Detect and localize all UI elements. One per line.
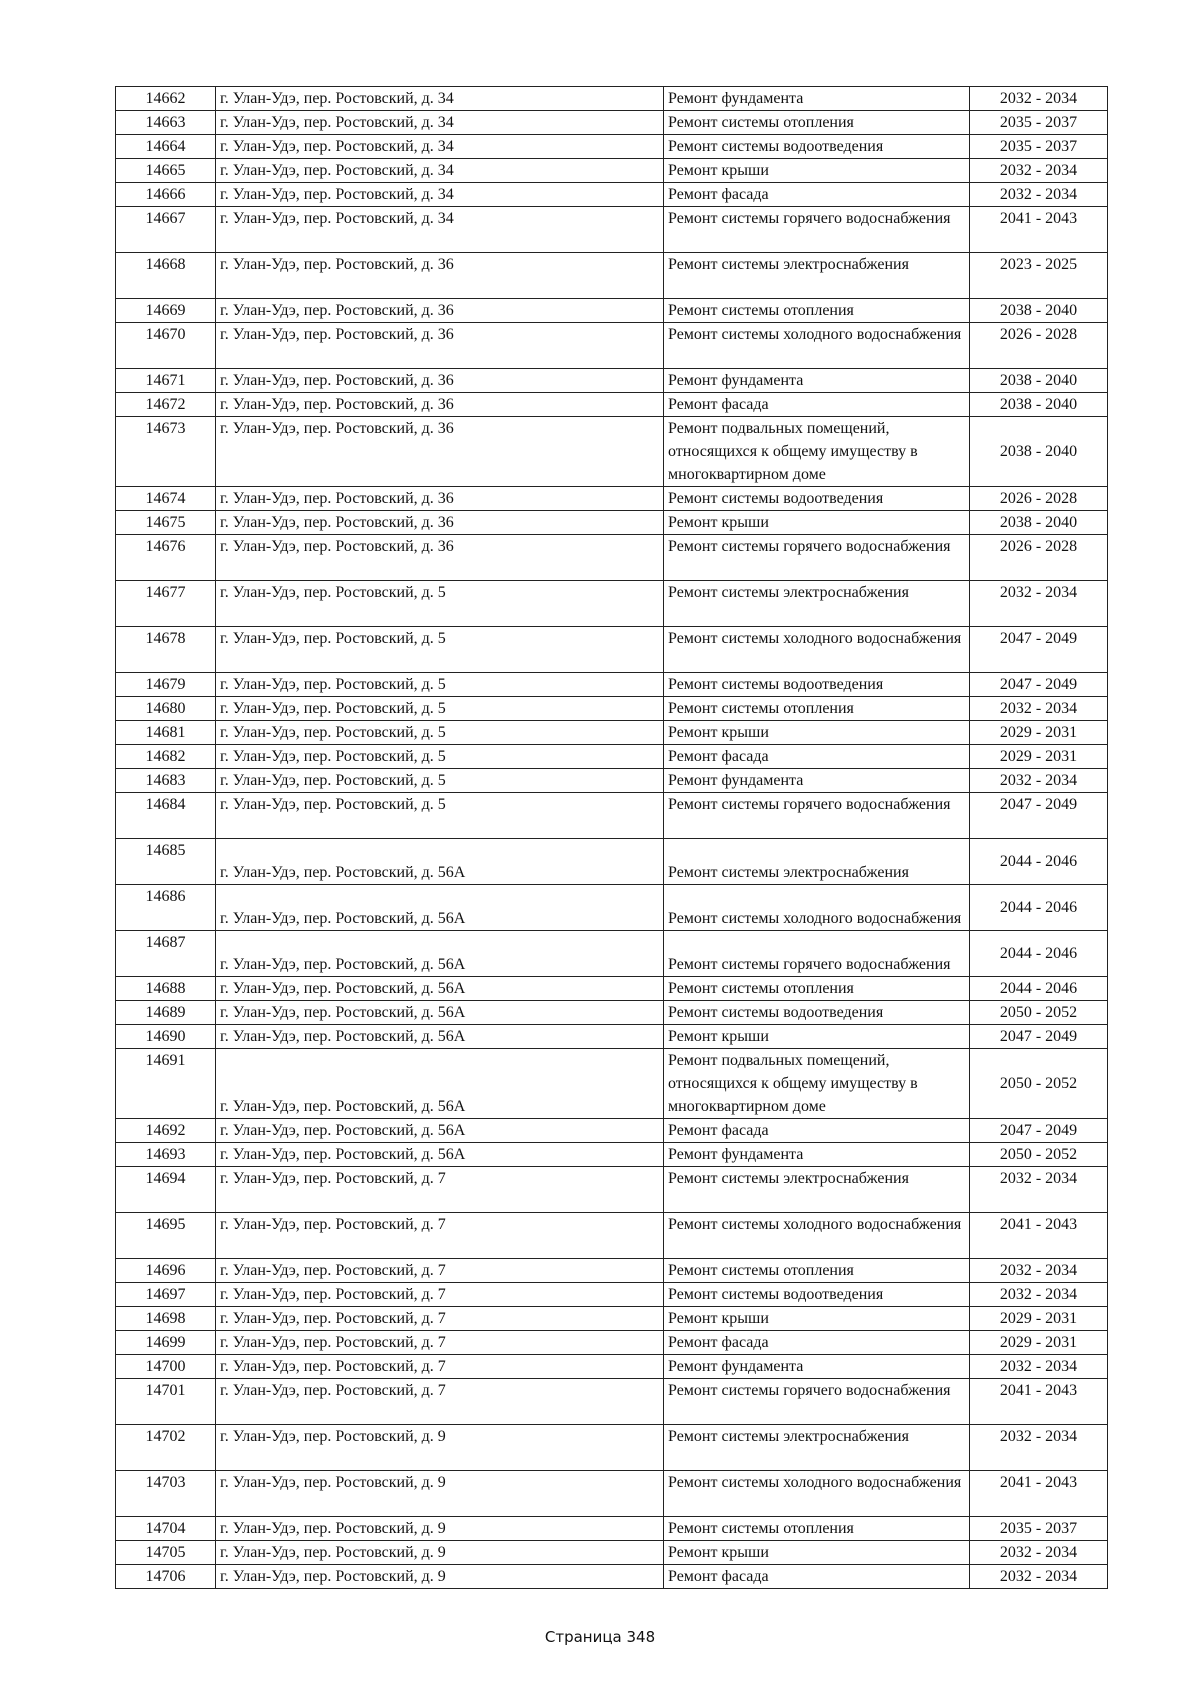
row-number-cell: 14700 xyxy=(116,1355,216,1379)
table-row xyxy=(116,839,1108,885)
work-type-cell: Ремонт крыши xyxy=(664,159,970,183)
row-number-cell: 14664 xyxy=(116,135,216,159)
address-cell: г. Улан-Удэ, пер. Ростовский, д. 56А xyxy=(216,885,664,931)
table-row xyxy=(116,977,1108,1001)
work-type-cell: Ремонт системы водоотведения xyxy=(664,673,970,697)
address-cell: г. Улан-Удэ, пер. Ростовский, д. 36 xyxy=(216,253,664,299)
work-type-cell: Ремонт системы холодного водоснабжения xyxy=(664,323,970,369)
work-type-cell: Ремонт крыши xyxy=(664,511,970,535)
period-cell: 2032 - 2034 xyxy=(970,697,1108,721)
table-row xyxy=(116,417,1108,487)
address-cell: г. Улан-Удэ, пер. Ростовский, д. 7 xyxy=(216,1379,664,1425)
table-row xyxy=(116,745,1108,769)
work-type-cell: Ремонт крыши xyxy=(664,1025,970,1049)
row-number-cell: 14681 xyxy=(116,721,216,745)
row-number-cell: 14680 xyxy=(116,697,216,721)
address-cell: г. Улан-Удэ, пер. Ростовский, д. 9 xyxy=(216,1517,664,1541)
table-row xyxy=(116,535,1108,581)
row-number-cell: 14674 xyxy=(116,487,216,511)
table-row xyxy=(116,511,1108,535)
address-cell: г. Улан-Удэ, пер. Ростовский, д. 5 xyxy=(216,581,664,627)
table-row xyxy=(116,769,1108,793)
work-type-cell: Ремонт системы электроснабжения xyxy=(664,1425,970,1471)
address-cell: г. Улан-Удэ, пер. Ростовский, д. 34 xyxy=(216,183,664,207)
period-cell: 2032 - 2034 xyxy=(970,87,1108,111)
work-type-cell: Ремонт фасада xyxy=(664,745,970,769)
row-number-cell: 14672 xyxy=(116,393,216,417)
work-type-cell: Ремонт фундамента xyxy=(664,369,970,393)
address-cell: г. Улан-Удэ, пер. Ростовский, д. 56А xyxy=(216,1143,664,1167)
address-cell: г. Улан-Удэ, пер. Ростовский, д. 36 xyxy=(216,369,664,393)
work-type-cell: Ремонт системы электроснабжения xyxy=(664,839,970,885)
period-cell: 2032 - 2034 xyxy=(970,769,1108,793)
address-cell: г. Улан-Удэ, пер. Ростовский, д. 7 xyxy=(216,1259,664,1283)
period-cell: 2038 - 2040 xyxy=(970,299,1108,323)
work-type-cell: Ремонт системы холодного водоснабжения xyxy=(664,1213,970,1259)
period-cell: 2032 - 2034 xyxy=(970,1425,1108,1471)
address-cell: г. Улан-Удэ, пер. Ростовский, д. 36 xyxy=(216,323,664,369)
row-number-cell: 14671 xyxy=(116,369,216,393)
table-row xyxy=(116,1143,1108,1167)
table-row xyxy=(116,299,1108,323)
work-type-cell: Ремонт крыши xyxy=(664,1307,970,1331)
row-number-cell: 14665 xyxy=(116,159,216,183)
table-row xyxy=(116,1355,1108,1379)
period-cell: 2029 - 2031 xyxy=(970,745,1108,769)
work-type-cell: Ремонт подвальных помещений, относящихся к общему имуществу в многоквартирном доме xyxy=(664,417,970,487)
address-cell: г. Улан-Удэ, пер. Ростовский, д. 36 xyxy=(216,299,664,323)
row-number-cell: 14668 xyxy=(116,253,216,299)
work-type-cell: Ремонт системы горячего водоснабжения xyxy=(664,207,970,253)
row-number-cell: 14694 xyxy=(116,1167,216,1213)
address-cell: г. Улан-Удэ, пер. Ростовский, д. 36 xyxy=(216,535,664,581)
table-row xyxy=(116,207,1108,253)
table-row xyxy=(116,1471,1108,1517)
period-cell: 2041 - 2043 xyxy=(970,1213,1108,1259)
address-cell: г. Улан-Удэ, пер. Ростовский, д. 56А xyxy=(216,839,664,885)
work-type-cell: Ремонт системы горячего водоснабжения xyxy=(664,535,970,581)
table-row xyxy=(116,581,1108,627)
period-cell: 2047 - 2049 xyxy=(970,1119,1108,1143)
address-cell: г. Улан-Удэ, пер. Ростовский, д. 5 xyxy=(216,745,664,769)
work-type-cell: Ремонт системы электроснабжения xyxy=(664,581,970,627)
period-cell: 2032 - 2034 xyxy=(970,159,1108,183)
table-row xyxy=(116,673,1108,697)
address-cell: г. Улан-Удэ, пер. Ростовский, д. 56А xyxy=(216,1049,664,1119)
row-number-cell: 14677 xyxy=(116,581,216,627)
work-type-cell: Ремонт системы водоотведения xyxy=(664,1283,970,1307)
work-type-cell: Ремонт системы горячего водоснабжения xyxy=(664,931,970,977)
address-cell: г. Улан-Удэ, пер. Ростовский, д. 56А xyxy=(216,1001,664,1025)
row-number-cell: 14678 xyxy=(116,627,216,673)
work-type-cell: Ремонт системы холодного водоснабжения xyxy=(664,627,970,673)
period-cell: 2026 - 2028 xyxy=(970,323,1108,369)
row-number-cell: 14687 xyxy=(116,931,216,977)
table-row xyxy=(116,253,1108,299)
period-cell: 2047 - 2049 xyxy=(970,1025,1108,1049)
address-cell: г. Улан-Удэ, пер. Ростовский, д. 34 xyxy=(216,111,664,135)
work-type-cell: Ремонт фасада xyxy=(664,393,970,417)
row-number-cell: 14696 xyxy=(116,1259,216,1283)
period-cell: 2026 - 2028 xyxy=(970,535,1108,581)
row-number-cell: 14666 xyxy=(116,183,216,207)
work-type-cell: Ремонт системы электроснабжения xyxy=(664,1167,970,1213)
work-type-cell: Ремонт фасада xyxy=(664,183,970,207)
work-type-cell: Ремонт крыши xyxy=(664,721,970,745)
row-number-cell: 14704 xyxy=(116,1517,216,1541)
period-cell: 2041 - 2043 xyxy=(970,1379,1108,1425)
work-type-cell: Ремонт фундамента xyxy=(664,769,970,793)
work-type-cell: Ремонт системы отопления xyxy=(664,977,970,1001)
address-cell: г. Улан-Удэ, пер. Ростовский, д. 7 xyxy=(216,1167,664,1213)
row-number-cell: 14686 xyxy=(116,885,216,931)
address-cell: г. Улан-Удэ, пер. Ростовский, д. 7 xyxy=(216,1213,664,1259)
address-cell: г. Улан-Удэ, пер. Ростовский, д. 9 xyxy=(216,1471,664,1517)
table-row xyxy=(116,1517,1108,1541)
table-body xyxy=(116,87,1108,1589)
row-number-cell: 14676 xyxy=(116,535,216,581)
row-number-cell: 14691 xyxy=(116,1049,216,1119)
work-type-cell: Ремонт системы отопления xyxy=(664,111,970,135)
period-cell: 2044 - 2046 xyxy=(970,885,1108,931)
work-type-cell: Ремонт системы электроснабжения xyxy=(664,253,970,299)
period-cell: 2032 - 2034 xyxy=(970,1259,1108,1283)
row-number-cell: 14685 xyxy=(116,839,216,885)
work-type-cell: Ремонт системы водоотведения xyxy=(664,487,970,511)
table-row xyxy=(116,487,1108,511)
table-row xyxy=(116,1119,1108,1143)
table-row xyxy=(116,183,1108,207)
table-row xyxy=(116,697,1108,721)
address-cell: г. Улан-Удэ, пер. Ростовский, д. 7 xyxy=(216,1283,664,1307)
row-number-cell: 14698 xyxy=(116,1307,216,1331)
work-type-cell: Ремонт крыши xyxy=(664,1541,970,1565)
work-type-cell: Ремонт фундамента xyxy=(664,1355,970,1379)
address-cell: г. Улан-Удэ, пер. Ростовский, д. 34 xyxy=(216,135,664,159)
address-cell: г. Улан-Удэ, пер. Ростовский, д. 7 xyxy=(216,1331,664,1355)
table-row xyxy=(116,931,1108,977)
period-cell: 2050 - 2052 xyxy=(970,1049,1108,1119)
address-cell: г. Улан-Удэ, пер. Ростовский, д. 56А xyxy=(216,931,664,977)
period-cell: 2041 - 2043 xyxy=(970,1471,1108,1517)
table-row xyxy=(116,1259,1108,1283)
address-cell: г. Улан-Удэ, пер. Ростовский, д. 5 xyxy=(216,793,664,839)
period-cell: 2035 - 2037 xyxy=(970,1517,1108,1541)
period-cell: 2029 - 2031 xyxy=(970,721,1108,745)
address-cell: г. Улан-Удэ, пер. Ростовский, д. 7 xyxy=(216,1307,664,1331)
table-row xyxy=(116,111,1108,135)
address-cell: г. Улан-Удэ, пер. Ростовский, д. 36 xyxy=(216,417,664,487)
work-type-cell: Ремонт системы отопления xyxy=(664,697,970,721)
row-number-cell: 14695 xyxy=(116,1213,216,1259)
table-row xyxy=(116,1379,1108,1425)
row-number-cell: 14690 xyxy=(116,1025,216,1049)
work-type-cell: Ремонт системы холодного водоснабжения xyxy=(664,885,970,931)
address-cell: г. Улан-Удэ, пер. Ростовский, д. 5 xyxy=(216,721,664,745)
work-type-cell: Ремонт системы отопления xyxy=(664,1259,970,1283)
address-cell: г. Улан-Удэ, пер. Ростовский, д. 36 xyxy=(216,487,664,511)
row-number-cell: 14701 xyxy=(116,1379,216,1425)
row-number-cell: 14688 xyxy=(116,977,216,1001)
row-number-cell: 14670 xyxy=(116,323,216,369)
work-type-cell: Ремонт системы отопления xyxy=(664,299,970,323)
row-number-cell: 14693 xyxy=(116,1143,216,1167)
row-number-cell: 14675 xyxy=(116,511,216,535)
period-cell: 2035 - 2037 xyxy=(970,111,1108,135)
table-row xyxy=(116,369,1108,393)
work-type-cell: Ремонт фундамента xyxy=(664,1143,970,1167)
address-cell: г. Улан-Удэ, пер. Ростовский, д. 36 xyxy=(216,393,664,417)
table-row xyxy=(116,793,1108,839)
repair-schedule-table xyxy=(115,86,1108,1589)
period-cell: 2044 - 2046 xyxy=(970,977,1108,1001)
address-cell: г. Улан-Удэ, пер. Ростовский, д. 34 xyxy=(216,159,664,183)
table-row xyxy=(116,1049,1108,1119)
table-row xyxy=(116,1001,1108,1025)
table-row xyxy=(116,393,1108,417)
period-cell: 2038 - 2040 xyxy=(970,393,1108,417)
period-cell: 2038 - 2040 xyxy=(970,511,1108,535)
row-number-cell: 14692 xyxy=(116,1119,216,1143)
row-number-cell: 14682 xyxy=(116,745,216,769)
row-number-cell: 14703 xyxy=(116,1471,216,1517)
address-cell: г. Улан-Удэ, пер. Ростовский, д. 56А xyxy=(216,977,664,1001)
table-row xyxy=(116,135,1108,159)
row-number-cell: 14706 xyxy=(116,1565,216,1589)
work-type-cell: Ремонт системы водоотведения xyxy=(664,1001,970,1025)
table-row xyxy=(116,1025,1108,1049)
table-row xyxy=(116,1331,1108,1355)
row-number-cell: 14662 xyxy=(116,87,216,111)
table-row xyxy=(116,627,1108,673)
row-number-cell: 14669 xyxy=(116,299,216,323)
address-cell: г. Улан-Удэ, пер. Ростовский, д. 56А xyxy=(216,1119,664,1143)
work-type-cell: Ремонт фундамента xyxy=(664,87,970,111)
work-type-cell: Ремонт фасада xyxy=(664,1565,970,1589)
work-type-cell: Ремонт фасада xyxy=(664,1331,970,1355)
period-cell: 2029 - 2031 xyxy=(970,1307,1108,1331)
period-cell: 2026 - 2028 xyxy=(970,487,1108,511)
work-type-cell: Ремонт системы горячего водоснабжения xyxy=(664,793,970,839)
row-number-cell: 14673 xyxy=(116,417,216,487)
work-type-cell: Ремонт системы водоотведения xyxy=(664,135,970,159)
address-cell: г. Улан-Удэ, пер. Ростовский, д. 5 xyxy=(216,673,664,697)
table-row xyxy=(116,159,1108,183)
row-number-cell: 14684 xyxy=(116,793,216,839)
table-row xyxy=(116,1565,1108,1589)
period-cell: 2032 - 2034 xyxy=(970,1355,1108,1379)
period-cell: 2032 - 2034 xyxy=(970,1565,1108,1589)
address-cell: г. Улан-Удэ, пер. Ростовский, д. 36 xyxy=(216,511,664,535)
period-cell: 2050 - 2052 xyxy=(970,1143,1108,1167)
row-number-cell: 14663 xyxy=(116,111,216,135)
row-number-cell: 14667 xyxy=(116,207,216,253)
period-cell: 2047 - 2049 xyxy=(970,673,1108,697)
work-type-cell: Ремонт фасада xyxy=(664,1119,970,1143)
address-cell: г. Улан-Удэ, пер. Ростовский, д. 7 xyxy=(216,1355,664,1379)
period-cell: 2035 - 2037 xyxy=(970,135,1108,159)
period-cell: 2029 - 2031 xyxy=(970,1331,1108,1355)
period-cell: 2044 - 2046 xyxy=(970,839,1108,885)
table-row xyxy=(116,1167,1108,1213)
table-row xyxy=(116,721,1108,745)
table-row xyxy=(116,1307,1108,1331)
period-cell: 2032 - 2034 xyxy=(970,183,1108,207)
work-type-cell: Ремонт системы горячего водоснабжения xyxy=(664,1379,970,1425)
address-cell: г. Улан-Удэ, пер. Ростовский, д. 5 xyxy=(216,627,664,673)
address-cell: г. Улан-Удэ, пер. Ростовский, д. 9 xyxy=(216,1425,664,1471)
row-number-cell: 14699 xyxy=(116,1331,216,1355)
work-type-cell: Ремонт системы холодного водоснабжения xyxy=(664,1471,970,1517)
period-cell: 2047 - 2049 xyxy=(970,627,1108,673)
address-cell: г. Улан-Удэ, пер. Ростовский, д. 56А xyxy=(216,1025,664,1049)
work-type-cell: Ремонт подвальных помещений, относящихся к общему имуществу в многоквартирном доме xyxy=(664,1049,970,1119)
period-cell: 2041 - 2043 xyxy=(970,207,1108,253)
work-type-cell: Ремонт системы отопления xyxy=(664,1517,970,1541)
table-row xyxy=(116,885,1108,931)
row-number-cell: 14702 xyxy=(116,1425,216,1471)
address-cell: г. Улан-Удэ, пер. Ростовский, д. 5 xyxy=(216,697,664,721)
period-cell: 2044 - 2046 xyxy=(970,931,1108,977)
period-cell: 2050 - 2052 xyxy=(970,1001,1108,1025)
row-number-cell: 14697 xyxy=(116,1283,216,1307)
page-number: Страница 348 xyxy=(544,1628,656,1646)
period-cell: 2032 - 2034 xyxy=(970,1541,1108,1565)
table-row xyxy=(116,1541,1108,1565)
period-cell: 2023 - 2025 xyxy=(970,253,1108,299)
period-cell: 2038 - 2040 xyxy=(970,369,1108,393)
period-cell: 2047 - 2049 xyxy=(970,793,1108,839)
row-number-cell: 14689 xyxy=(116,1001,216,1025)
table-row xyxy=(116,1425,1108,1471)
period-cell: 2032 - 2034 xyxy=(970,581,1108,627)
row-number-cell: 14683 xyxy=(116,769,216,793)
table-row xyxy=(116,1283,1108,1307)
table-row xyxy=(116,323,1108,369)
row-number-cell: 14705 xyxy=(116,1541,216,1565)
period-cell: 2032 - 2034 xyxy=(970,1283,1108,1307)
address-cell: г. Улан-Удэ, пер. Ростовский, д. 34 xyxy=(216,87,664,111)
period-cell: 2038 - 2040 xyxy=(970,417,1108,487)
address-cell: г. Улан-Удэ, пер. Ростовский, д. 9 xyxy=(216,1541,664,1565)
table-row xyxy=(116,87,1108,111)
address-cell: г. Улан-Удэ, пер. Ростовский, д. 5 xyxy=(216,769,664,793)
period-cell: 2032 - 2034 xyxy=(970,1167,1108,1213)
address-cell: г. Улан-Удэ, пер. Ростовский, д. 34 xyxy=(216,207,664,253)
table-row xyxy=(116,1213,1108,1259)
row-number-cell: 14679 xyxy=(116,673,216,697)
address-cell: г. Улан-Удэ, пер. Ростовский, д. 9 xyxy=(216,1565,664,1589)
